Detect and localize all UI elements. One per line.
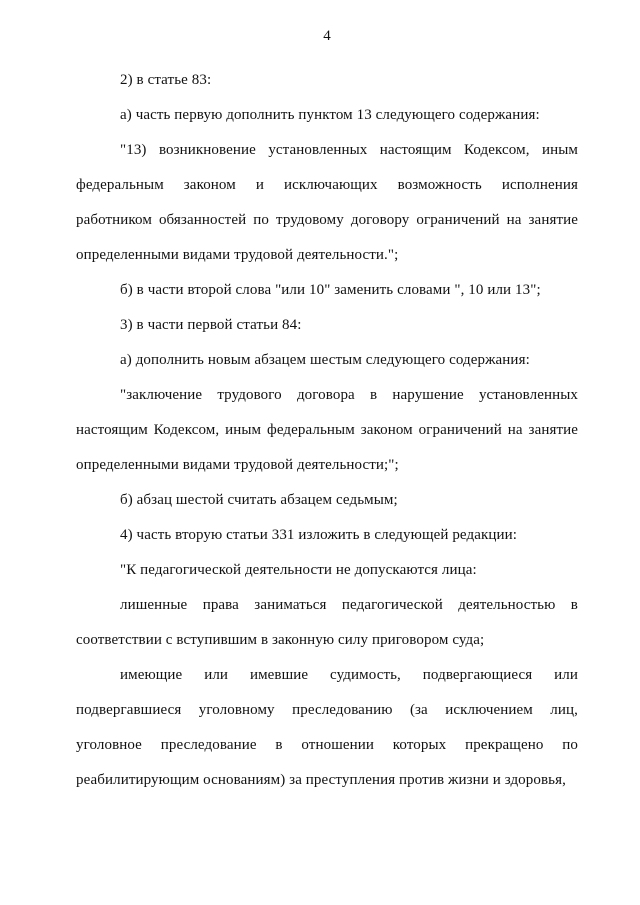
- text-line: уголовное преследование в отношении которых прекращено по: [76, 737, 578, 753]
- text-line: настоящим Кодексом, иным федеральным законом ограничений на занятие: [76, 422, 578, 438]
- text-line: определенными видами трудовой деятельности;";: [76, 457, 399, 473]
- text-line: имеющие или имевшие судимость, подвергающиеся или: [120, 667, 578, 683]
- text-line: федеральным законом и исключающих возможность исполнения: [76, 177, 578, 193]
- text-line: "13) возникновение установленных настоящим Кодексом, иным: [120, 142, 578, 158]
- text-line: подвергавшиеся уголовному преследованию (за исключением лиц,: [76, 702, 578, 718]
- page-number: 4: [323, 28, 331, 44]
- text-line: реабилитирующим основаниям) за преступления против жизни и здоровья,: [76, 772, 566, 788]
- document-lines: [76, 63, 578, 798]
- text-line: а) дополнить новым абзацем шестым следующего содержания:: [120, 352, 530, 368]
- text-line: 2) в статье 83:: [120, 72, 212, 88]
- text-line: 3) в части первой статьи 84:: [120, 317, 302, 333]
- text-line: соответствии с вступившим в законную силу приговором суда;: [76, 632, 485, 648]
- text-line: 4) часть вторую статьи 331 изложить в следующей редакции:: [120, 527, 518, 543]
- text-line: работником обязанностей по трудовому договору ограничений на занятие: [76, 212, 578, 228]
- text-line: лишенные права заниматься педагогической деятельностью в: [120, 597, 578, 613]
- text-line: определенными видами трудовой деятельности.";: [76, 247, 399, 263]
- text-line: б) в части второй слова "или 10" заменить словами ", 10 или 13";: [120, 282, 541, 298]
- text-line: "К педагогической деятельности не допускаются лица:: [120, 562, 477, 578]
- text-line: а) часть первую дополнить пунктом 13 следующего содержания:: [120, 107, 540, 123]
- text-line: "заключение трудового договора в нарушение установленных: [120, 387, 578, 403]
- text-line: б) абзац шестой считать абзацем седьмым;: [120, 492, 398, 508]
